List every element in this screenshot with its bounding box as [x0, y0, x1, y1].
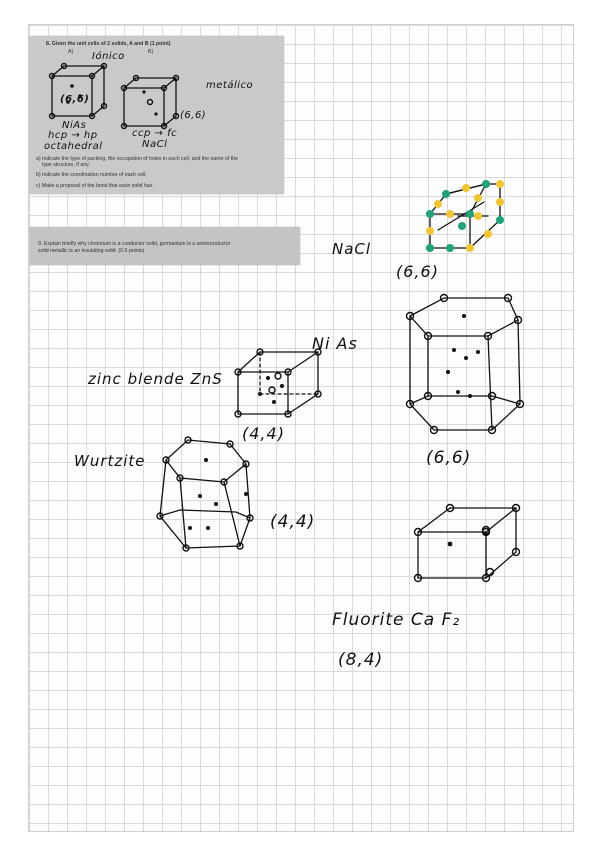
wurtzite-cell-sketch: [150, 432, 260, 562]
item-c: c) Make a proposal of the bond that each solid has.: [36, 183, 154, 189]
hw-hcp: hcp → hp: [48, 130, 98, 141]
hw-zinc-coord: (4,4): [242, 424, 285, 443]
hw-wurtzite: Wurtzite: [74, 452, 146, 470]
hw-wurtzite-coord: (4,4): [270, 512, 316, 532]
question-9-line2: solid metallic is an insulating solid. (0.5 points): [38, 248, 145, 254]
hw-octahedral: octahedral: [44, 141, 103, 152]
label-a: A): [68, 49, 74, 55]
item-a: a) Indicate the type of packing, the occupation of holes in each cell, and the name of the: [36, 156, 238, 162]
label-b: B): [148, 49, 154, 55]
item-a2: type structure, if any.: [42, 162, 90, 168]
hw-fluorite-coord: (8,4): [338, 650, 384, 670]
hw-zinc-blende: zinc blende ZnS: [88, 370, 223, 388]
hw-fluorite: Fluorite Ca F₂: [332, 610, 461, 630]
hw-ionico: Iónico: [92, 51, 125, 62]
hw-66-b: (6,6): [180, 110, 207, 121]
zinc-blende-cell-sketch: [232, 346, 332, 426]
hw-nacl-label: NaCl: [332, 240, 372, 258]
exam-photo-question-8: [30, 36, 284, 194]
hw-nias: NiAs: [62, 120, 87, 131]
hw-nias-coord: (6,6): [426, 448, 472, 468]
hw-metalico: metálico: [206, 80, 254, 91]
hw-nacl-coord: (6,6): [396, 262, 439, 281]
item-b: b) Indicate the coordination number of each cell.: [36, 172, 147, 178]
hw-nias-label: Ni As: [312, 334, 358, 353]
hw-66-a: (6,6): [60, 94, 90, 105]
nacl-structure-sketch: [418, 176, 518, 256]
exam-photo-question-9: [30, 227, 300, 265]
nias-hexagonal-cell-sketch: [404, 292, 534, 442]
unit-cell-sketches: [30, 36, 284, 194]
hw-ccp: ccp → fc: [132, 128, 178, 139]
question-8-text: 8. Given the unit cells of 2 solids, A and B (1 point): [46, 41, 171, 47]
hw-nacl: NaCl: [142, 139, 168, 150]
question-9-line1: 9. Explain briefly why chromium is a conductor solid, germanium is a semiconductor: [38, 241, 231, 247]
fluorite-cell-sketch: [410, 500, 530, 590]
